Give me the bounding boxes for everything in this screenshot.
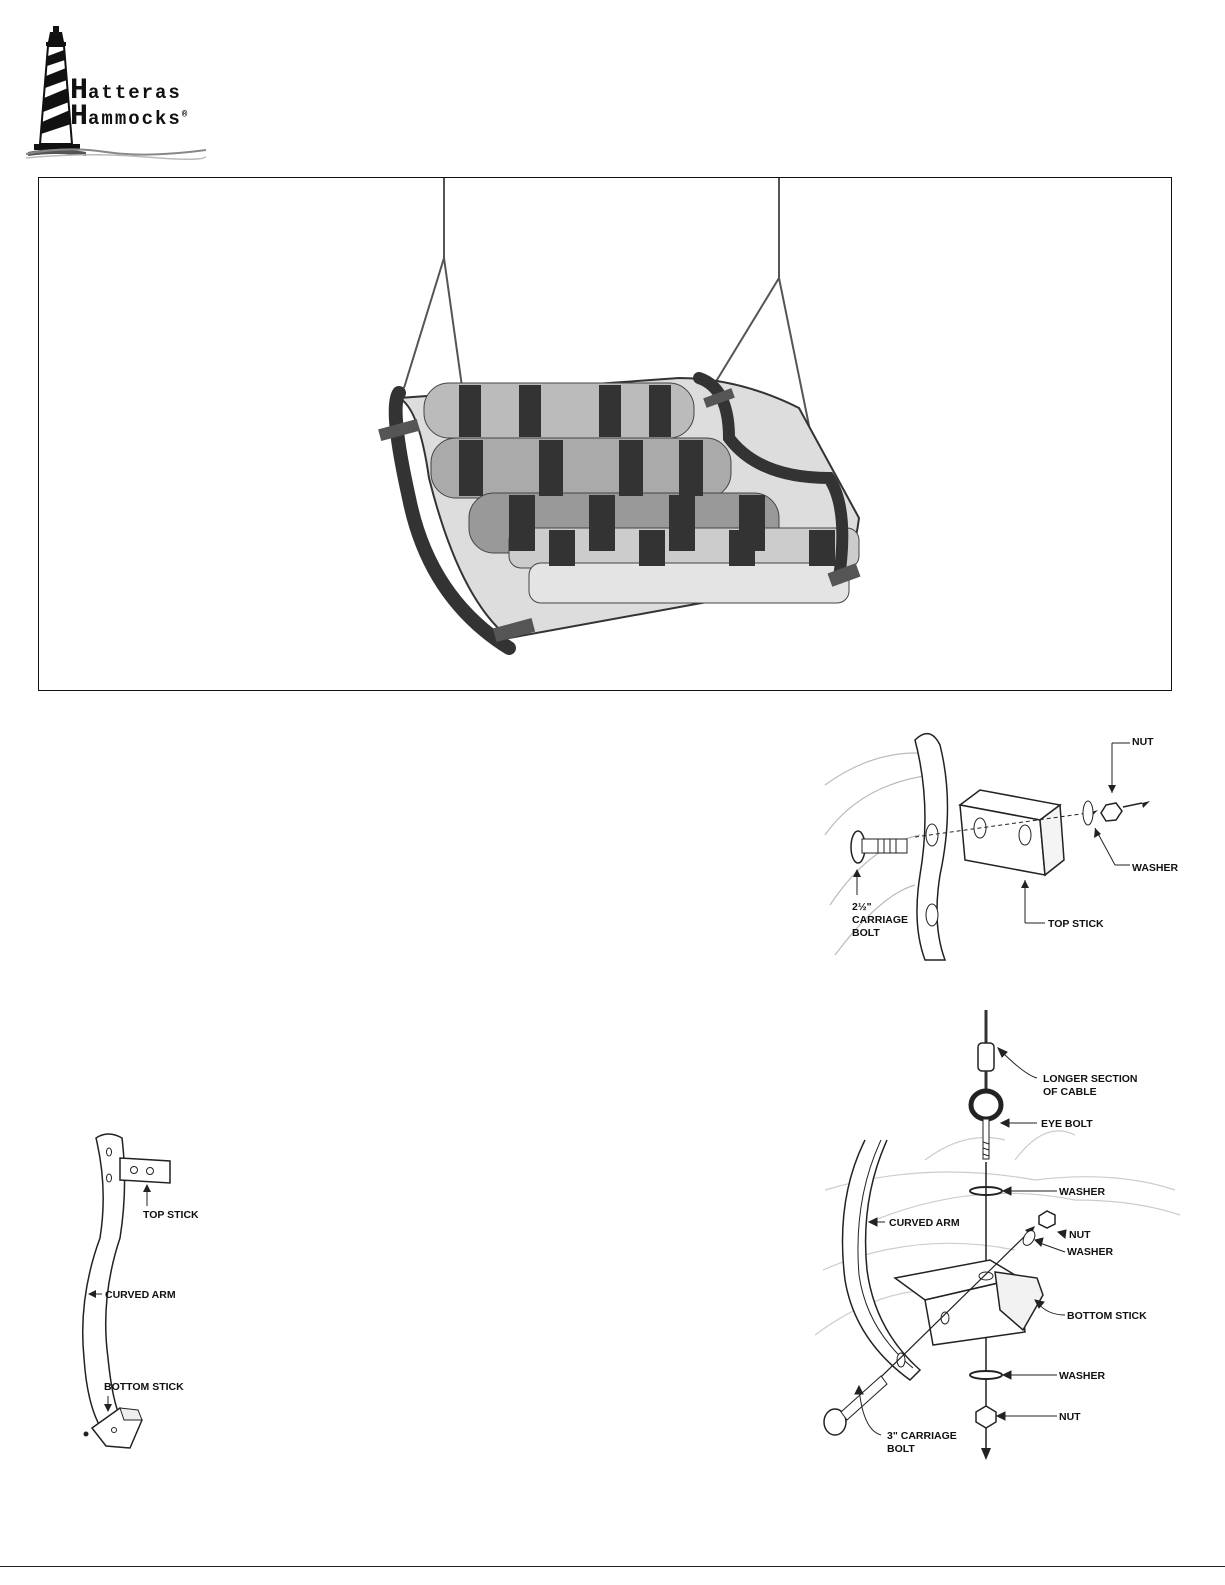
label-nut-side: NUT (1069, 1229, 1091, 1241)
label-eye-bolt: EYE BOLT (1041, 1118, 1093, 1130)
label-top-stick: TOP STICK (143, 1209, 199, 1221)
curved-arm-overview-diagram (30, 1128, 220, 1463)
label-bottom-stick: BOTTOM STICK (104, 1381, 184, 1393)
brand-name-line2: ammocks (88, 108, 182, 130)
brand-name-line1: atteras (88, 82, 182, 104)
label-nut: NUT (1132, 736, 1154, 748)
page-divider (0, 1566, 1225, 1567)
label-cable-line1: LONGER SECTION (1043, 1073, 1138, 1085)
label-washer-side: WASHER (1067, 1246, 1114, 1258)
label-washer-top: WASHER (1059, 1186, 1106, 1198)
porch-swing-image (39, 178, 1173, 692)
label-bolt: BOLT (852, 927, 880, 939)
label-carriage: CARRIAGE (852, 914, 909, 926)
top-stick-assembly-diagram (820, 725, 1180, 965)
label-washer: WASHER (1132, 862, 1179, 874)
brand-initial-2: H (70, 100, 89, 134)
registered-mark: ® (181, 109, 190, 120)
brand-initial-1: H (70, 74, 89, 108)
label-curved-arm: CURVED ARM (889, 1217, 960, 1229)
bottom-stick-assembly-diagram (815, 1010, 1190, 1465)
label-cable-line2: OF CABLE (1043, 1086, 1097, 1098)
label-washer-bottom: WASHER (1059, 1370, 1106, 1382)
product-photo-frame (38, 177, 1172, 691)
label-carriage-bolt-line2: BOLT (887, 1443, 915, 1455)
logo-shoreline (26, 142, 206, 162)
label-carriage-bolt-size: 2½" (852, 901, 872, 913)
label-nut-bottom: NUT (1059, 1411, 1081, 1423)
label-top-stick: TOP STICK (1048, 918, 1104, 930)
label-bottom-stick: BOTTOM STICK (1067, 1310, 1147, 1322)
label-carriage-bolt-line1: 3" CARRIAGE (887, 1430, 957, 1442)
brand-logo (26, 24, 206, 164)
label-curved-arm: CURVED ARM (105, 1289, 176, 1301)
